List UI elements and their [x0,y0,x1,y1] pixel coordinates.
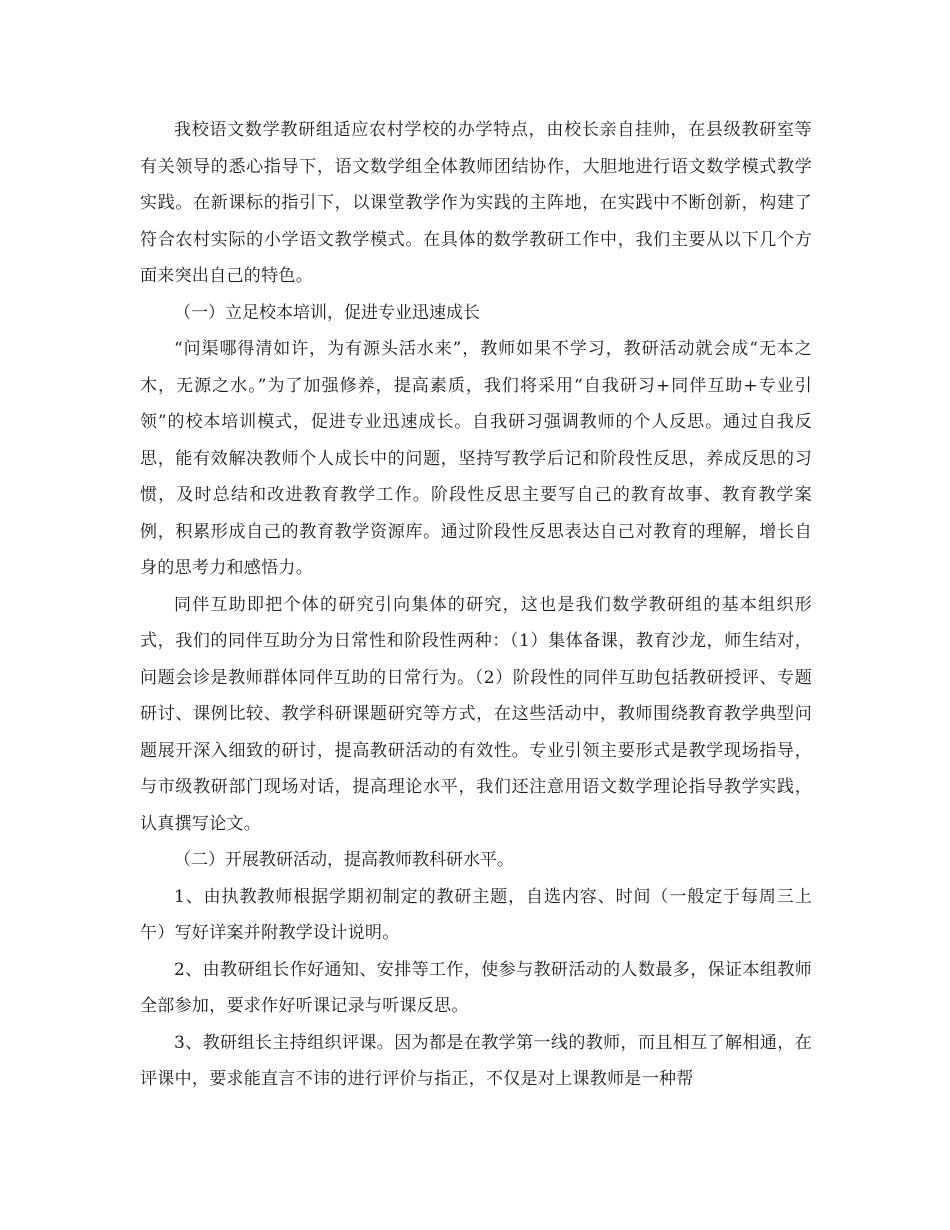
section-heading-1: （一）立足校本培训，促进专业迅速成长 [174,302,480,323]
intro-paragraph: 我校语文数学教研组适应农村学校的办学特点，由校长亲自挂帅，在县级教研室等有关领导的悉心指导下，语文数学组全体教师团结协作，大胆地进行语文数学模式教学实践。在新课标的指引下，以课堂教学作为实践的主阵地，在实践中不断创新，构建了符合农村实际的小学语文教学模式。在具体的数学教研工作中，我们主要从以下几个方面来突出自己的特色。 [140,120,812,286]
list-item-3: 3、教研组长主持组织评课。因为都是在教学第一线的教师，而且相互了解相通，在评课中，要求能直言不讳的进行评价与指正，不仅是对上课教师是一种帮 [140,1032,812,1089]
list-item-1: 1、由执教教师根据学期初制定的教研主题，自选内容、时间（一般定于每周三上午）写好详案并附教学设计说明。 [140,886,812,943]
training-paragraph: “问渠哪得清如许，为有源头活水来”，教师如果不学习，教研活动就会成“无本之木，无源之水。”为了加强修养，提高素质，我们将采用“自我研习+同伴互助+专业引领”的校本培训模式，促进专业迅速成长。自我研习强调教师的个人反思。通过自我反思，能有效解决教师个人成长中的问题，坚持写教学后记和阶段性反思，养成反思的习惯，及时总结和改进教育教学工作。阶段性反思主要写自己的教育故事、教育教学案例，积累形成自己的教育教学资源库。通过阶段性反思表达自己对教育的理解，增长自身的思考力和感悟力。 [140,339,812,578]
list-item-2: 2、由教研组长作好通知、安排等工作，使参与教研活动的人数最多，保证本组教师全部参加，要求作好听课记录与听课反思。 [140,959,812,1016]
peer-support-paragraph: 同伴互助即把个体的研究引向集体的研究，这也是我们数学教研组的基本组织形式，我们的同伴互助分为日常性和阶段性两种：（1）集体备课，教育沙龙，师生结对，问题会诊是教师群体同伴互助的日常行为。（2）阶段性的同伴互助包括教研授评、专题研讨、课例比较、教学科研课题研究等方式，在这些活动中，教师围绕教育教学典型问题展开深入细致的研讨，提高教研活动的有效性。专业引领主要形式是教学现场指导，与市级教研部门现场对话，提高理论水平，我们还注意用语文数学理论指导教学实践，认真撰写论文。 [140,594,812,834]
document-body [140,112,812,1098]
section-heading-2: （二）开展教研活动，提高教师教科研水平。 [174,850,514,870]
